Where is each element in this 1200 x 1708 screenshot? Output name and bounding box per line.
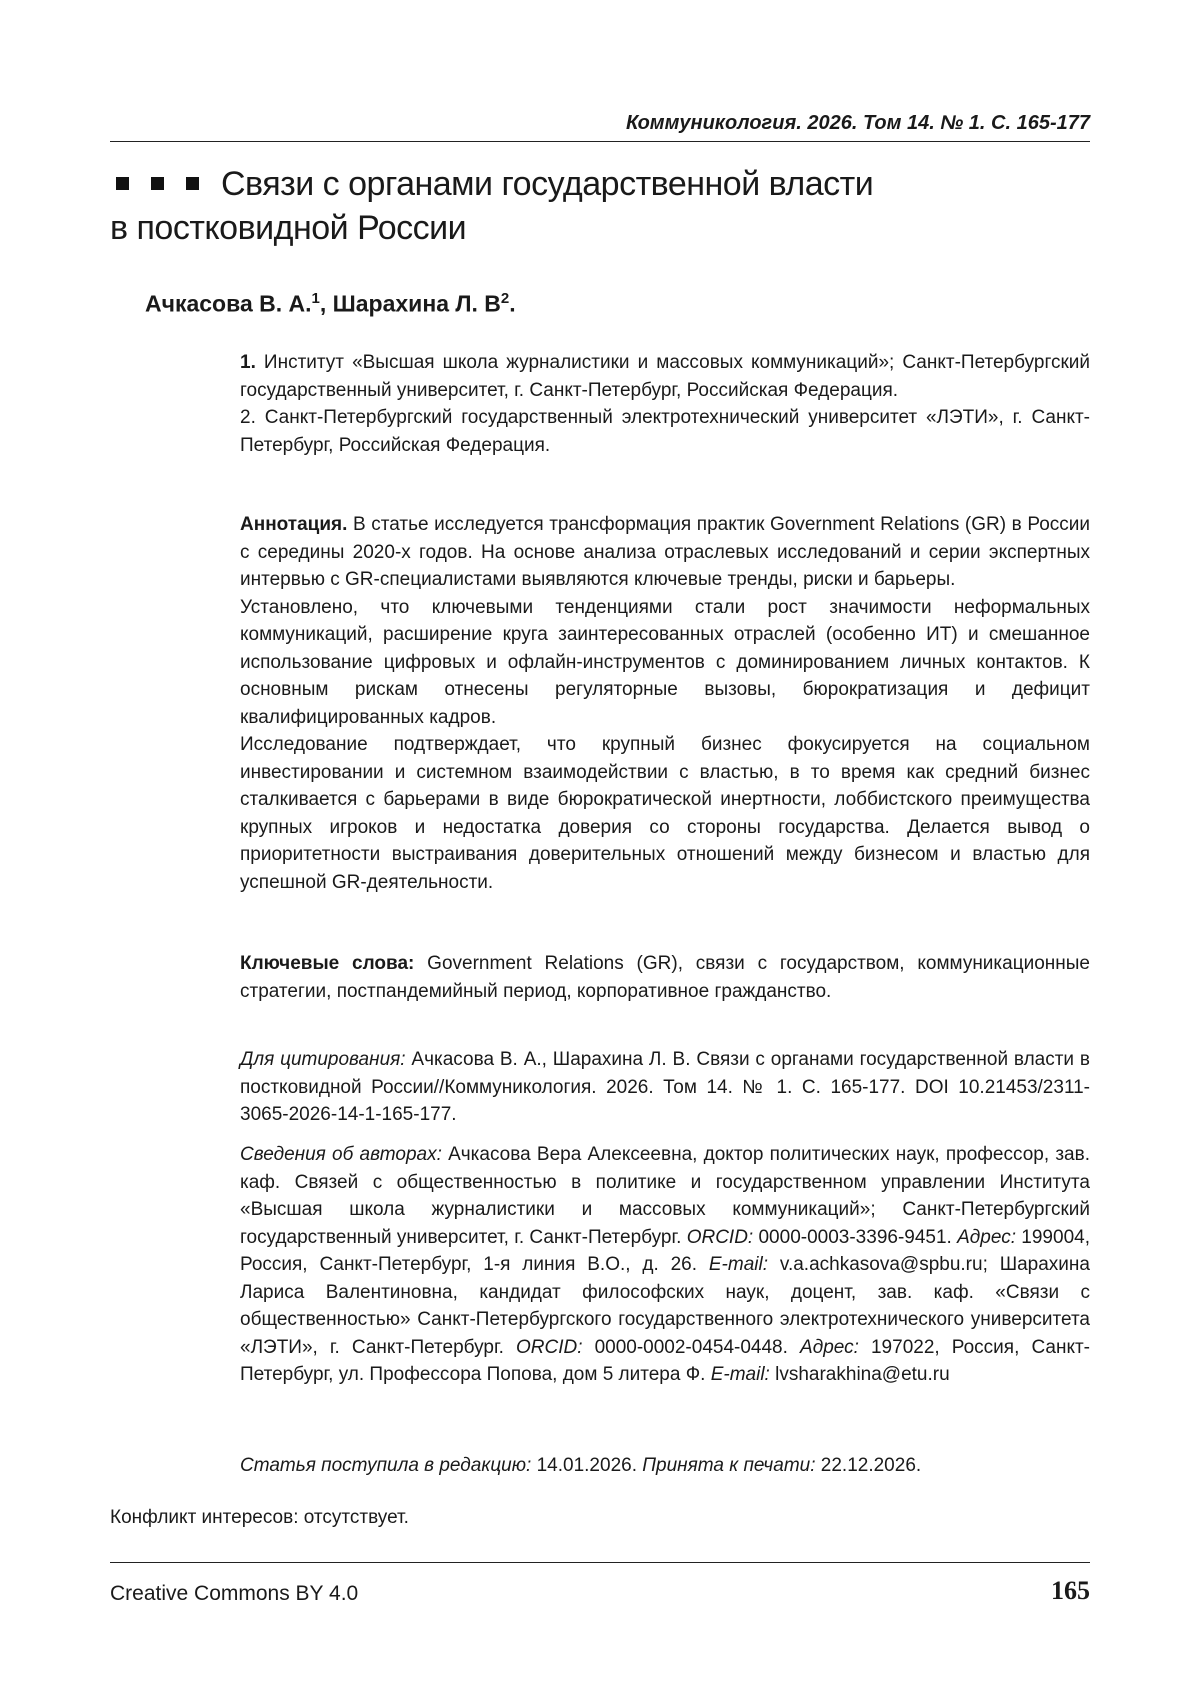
accepted-date: 22.12.2026. — [815, 1455, 922, 1476]
authors-end: . — [509, 290, 516, 317]
author-1-affiliation-mark: 1 — [311, 290, 320, 307]
orcid-value: 0000-0003-3396-9451. — [753, 1226, 958, 1248]
orcid-label: ORCID: — [686, 1226, 754, 1248]
footer-rule — [110, 1562, 1090, 1563]
email-label: E-mail: — [710, 1364, 770, 1385]
author-2-affiliation-mark: 2 — [500, 290, 510, 307]
orcid-label: ORCID: — [515, 1336, 583, 1358]
affiliation-1-text: Институт «Высшая школа журналистики и массовых коммуникаций»; Санкт-Петербургский государственный университет, г. Санкт-Петербург, Российская Федерация. — [240, 352, 1090, 401]
author-1: Ачкасова В. А. — [145, 290, 312, 317]
keywords-text: Government Relations (GR), связи с государством, коммуникационные стратегии, постпандемийный период, корпоративное гражданство. — [240, 953, 1090, 1002]
bullet-square-icon — [151, 177, 164, 190]
citation-text: Ачкасова В. А., Шарахина Л. В. Связи с органами государственной власти в постковидной России//Коммуникология. 2026. Том 14. № 1. С. 165-177. DOI 10.21453/2311-3065-2026-14-1-165-177. — [240, 1049, 1090, 1125]
affiliations — [240, 349, 1090, 459]
license: Creative Commons BY 4.0 — [110, 1582, 359, 1605]
abstract-paragraph-1 — [240, 511, 1090, 594]
about-text: Ачкасова Вера Алексеевна, доктор политических наук, профессор, зав. каф. Связей с общественностью в политике и государственном управлении Института «Высшая школа журналистики и массовых коммуникаций»; Санкт-Петербургский государственный университет, г. Санкт-Петербург. — [240, 1144, 1090, 1248]
received-date: 14.01.2026. — [531, 1455, 643, 1476]
bullet-square-icon — [116, 177, 129, 190]
authors — [145, 290, 516, 318]
received-dates — [240, 1452, 1090, 1480]
abstract-text-1: В статье исследуется трансформация практик Government Relations (GR) в России с середины 2020-х годов. На основе анализа отраслевых исследований и серии экспертных интервью с GR-специалистами выявляются ключевые тренды, риски и барьеры. — [240, 514, 1090, 590]
title-line-2: в постковидной России — [110, 209, 467, 247]
abstract — [240, 511, 1090, 896]
email-value: v.a.achkasova@spbu.ru; Шарахина Лариса Валентиновна, кандидат философских наук, доцент, зав. каф. «Связи с общественностью» Санкт-Петербургского государственного электротехнического университета «ЛЭТИ», г. Санкт-Петербург. — [240, 1254, 1090, 1358]
email-label: E-mail: — [708, 1254, 768, 1275]
author-separator: , — [319, 290, 333, 317]
header-rule — [110, 141, 1090, 142]
citation — [240, 1046, 1090, 1129]
orcid-value: 0000-0002-0454-0448. — [582, 1336, 801, 1358]
address-value: 199004, Россия, Санкт-Петербург, 1-я линия В.О., д. 26. — [240, 1226, 1090, 1275]
affiliation-2: 2. Санкт-Петербургский государственный электротехнический университет «ЛЭТИ», г. Санкт-Петербург, Российская Федерация. — [240, 407, 1090, 456]
affiliation-1 — [240, 349, 1090, 404]
address-label: Адрес: — [957, 1226, 1016, 1248]
conflict-of-interest: Конфликт интересов: отсутствует. — [110, 1507, 409, 1528]
title-line-1: Связи с органами государственной власти — [221, 165, 874, 203]
affiliation-1-number: 1. — [240, 352, 256, 373]
about-label: Сведения об авторах: — [240, 1144, 442, 1165]
accepted-label: Принята к печати: — [642, 1455, 816, 1476]
abstract-paragraph-2: Установлено, что ключевыми тенденциями стали рост значимости неформальных коммуникаций, расширение круга заинтересованных отраслей (особенно ИТ) и смешанное использование цифровых и офлайн-инструментов с доминированием личных контактов. К основным рискам отнесены регуляторные вызовы, бюрократизация и дефицит квалифицированных кадров. — [240, 596, 1090, 728]
about-authors — [240, 1141, 1090, 1389]
address-value: 197022, Россия, Санкт-Петербург, ул. Профессора Попова, дом 5 литера Ф. — [240, 1336, 1091, 1385]
bullet-square-icon — [186, 177, 199, 190]
running-head: Коммуникология. 2026. Том 14. № 1. С. 165-177 — [626, 112, 1090, 134]
page-number: 165 — [1051, 1576, 1090, 1605]
email-value: lvsharakhina@etu.ru — [769, 1364, 950, 1385]
keywords-label: Ключевые слова: — [240, 953, 415, 974]
received-label: Статья поступила в редакцию: — [240, 1455, 532, 1476]
address-label: Адрес: — [800, 1336, 859, 1358]
article-title — [110, 162, 1090, 250]
abstract-paragraph-3: Исследование подтверждает, что крупный бизнес фокусируется на социальном инвестировании и системном взаимодействии с властью, в то время как средний бизнес сталкивается с барьерами в виде бюрократической инертности, лоббистского преимущества крупных игроков и недостатка доверия со стороны государства. Делается вывод о приоритетности выстраивания доверительных отношений между бизнесом и властью для успешной GR-деятельности. — [240, 734, 1090, 893]
citation-label: Для цитирования: — [240, 1049, 406, 1070]
keywords — [240, 950, 1090, 1005]
author-2: Шарахина Л. В — [332, 290, 501, 317]
abstract-label: Аннотация. — [240, 514, 348, 535]
